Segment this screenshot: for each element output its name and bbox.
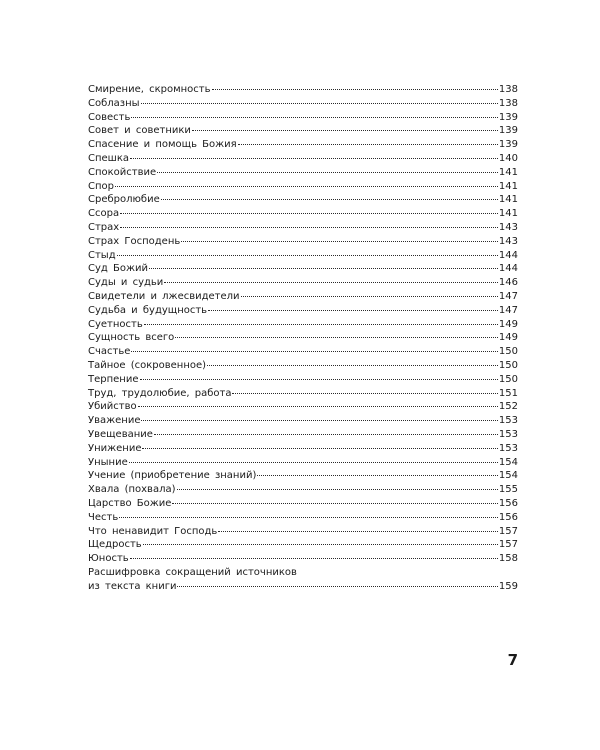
toc-entry-title: Стыд [88,249,116,261]
toc-entry-page: 152 [498,401,518,413]
toc-entry-page: 141 [498,208,518,220]
toc-entry-title: Спешка [88,152,129,164]
dot-leader [175,337,498,338]
dot-leader [130,558,498,559]
toc-entry [88,400,518,414]
toc-entry-page: 153 [498,428,518,440]
toc-entry-page: 138 [498,84,518,95]
toc-entry [88,469,518,483]
toc-entry-title: из текста книги [88,580,177,592]
dot-leader [181,241,498,242]
toc-entry-page: 157 [498,539,518,551]
toc-entry [88,538,518,552]
toc-entry [88,166,518,180]
toc-entry [88,290,518,304]
toc-entry-page: 153 [498,442,518,454]
toc-entry-title: Свидетели и лжесвидетели [88,290,240,302]
toc-entry [88,318,518,332]
toc-entry [88,331,518,345]
dot-leader [138,406,498,407]
toc-entry-page: 150 [498,346,518,358]
toc-entry-title: Сребролюбие [88,194,160,206]
toc-entry-title: Уважение [88,415,141,427]
toc-entry-page: 151 [498,387,518,399]
toc-entry-title: Спор [88,180,114,192]
toc-entry-page: 143 [498,221,518,233]
toc-entry-page: 154 [498,470,518,482]
dot-leader [218,531,498,532]
dot-leader [129,462,498,463]
dot-leader [141,103,498,104]
toc-entry [88,262,518,276]
toc-entry-page: 158 [498,553,518,565]
toc-entry-title: Страх Господень [88,235,181,247]
toc-entry-page: 149 [498,318,518,330]
toc-entry-title: Честь [88,511,119,523]
toc-entry [88,497,518,511]
dot-leader [131,117,498,118]
toc-entry [88,428,518,442]
toc-entry [88,442,518,456]
dot-leader [120,227,498,228]
toc-entry-title: Суетность [88,318,143,330]
toc-entry [88,414,518,428]
dot-leader [119,517,498,518]
toc-entry [88,207,518,221]
toc-entry-page: 147 [498,304,518,316]
toc-entry [88,552,518,566]
toc-entry [88,221,518,235]
toc-entry-title: Убийство [88,401,137,413]
toc-entry [88,483,518,497]
dot-leader [177,586,497,587]
toc-entry-title: Ссора [88,208,120,220]
toc-entry-page: 153 [498,415,518,427]
toc-entry-page: 141 [498,180,518,192]
toc-entry [88,359,518,373]
toc-entry-title: Щедрость [88,539,142,551]
dot-leader [177,489,498,490]
dot-leader [212,89,498,90]
toc-entry [88,276,518,290]
dot-leader [192,130,498,131]
toc-entry-page: 150 [498,359,518,371]
toc-entry [88,124,518,138]
toc-entry-title: Счастье [88,346,131,358]
dot-leader [232,393,497,394]
toc-entry-page: 141 [498,194,518,206]
toc-entry-page: 155 [498,484,518,496]
toc-entry [88,138,518,152]
dot-leader [154,434,498,435]
toc-entry-title: Учение (приобретение знаний) [88,470,257,482]
toc-entry [88,235,518,249]
toc-entry-page: 157 [498,525,518,537]
toc-entry-title: Судьба и будущность [88,304,208,316]
toc-entry-page: 139 [498,111,518,123]
toc-entry [88,83,518,97]
dot-leader [157,172,498,173]
toc-entry-page: 156 [498,511,518,523]
toc-entry-title: Спокойствие [88,166,157,178]
toc-entry [88,152,518,166]
toc-entry-title: Труд, трудолюбие, работа [88,387,232,399]
dot-leader [144,324,498,325]
toc-entry-title: Что ненавидит Господь [88,525,218,537]
dot-leader [120,213,498,214]
toc-entry-title: Хвала (похвала) [88,484,176,496]
dot-leader [172,503,498,504]
dot-leader [131,351,498,352]
toc-entry-page: 144 [498,249,518,261]
toc-entry [88,456,518,470]
toc-entry [88,111,518,125]
toc-entry-page: 146 [498,277,518,289]
toc-entry-page: 150 [498,373,518,385]
toc-entry [88,511,518,525]
table-of-contents [88,83,518,593]
toc-entry-title: Терпение [88,373,139,385]
toc-entry-page: 141 [498,166,518,178]
dot-leader [241,296,498,297]
dot-leader [115,186,498,187]
toc-entry-page: 149 [498,332,518,344]
toc-entry [88,580,518,594]
toc-entry-page: 139 [498,139,518,151]
toc-entry-page: 156 [498,497,518,509]
page-number: 7 [507,651,518,669]
toc-entry-title: Страх [88,221,120,233]
toc-entry-page: 140 [498,152,518,164]
toc-entry-title: Суд Божий [88,263,148,275]
dot-leader [117,255,498,256]
toc-entry-title: Смирение, скромность [88,84,211,95]
toc-entry-page: 139 [498,125,518,137]
toc-entry [88,249,518,263]
toc-entry-title: Совет и советники [88,125,191,137]
toc-entry-title-line: Расшифровка сокращений источников [88,566,297,578]
dot-leader [257,475,498,476]
dot-leader [161,199,498,200]
toc-entry-page: 159 [498,580,518,592]
dot-leader [238,144,498,145]
dot-leader [141,420,497,421]
toc-entry-page: 138 [498,97,518,109]
toc-entry-page: 154 [498,456,518,468]
dot-leader [142,448,497,449]
dot-leader [143,544,498,545]
dot-leader [140,379,498,380]
toc-entry [88,180,518,194]
toc-entry-page: 143 [498,235,518,247]
dot-leader [130,158,498,159]
toc-entry [88,525,518,539]
dot-leader [164,282,498,283]
toc-entry [88,193,518,207]
toc-entry-title: Царство Божие [88,497,172,509]
toc-entry-title: Сущность всего [88,332,175,344]
toc-entry-title: Унижение [88,442,142,454]
toc-entry-page: 147 [498,290,518,302]
toc-entry-title: Совесть [88,111,131,123]
toc-entry [88,345,518,359]
toc-entry-title: Юность [88,553,129,565]
toc-entry-title: Соблазны [88,97,140,109]
dot-leader [207,365,498,366]
dot-leader [208,310,498,311]
toc-entry [88,387,518,401]
toc-entry [88,304,518,318]
toc-entry-title: Уныние [88,456,128,468]
toc-entry-title: Суды и судьи [88,277,164,289]
toc-entry-title: Увещевание [88,428,153,440]
toc-entry-title: Спасение и помощь Божия [88,139,237,151]
toc-entry [88,373,518,387]
toc-entry [88,97,518,111]
toc-entry-title: Тайное (сокровенное) [88,359,207,371]
dot-leader [149,268,498,269]
toc-entry-page: 144 [498,263,518,275]
